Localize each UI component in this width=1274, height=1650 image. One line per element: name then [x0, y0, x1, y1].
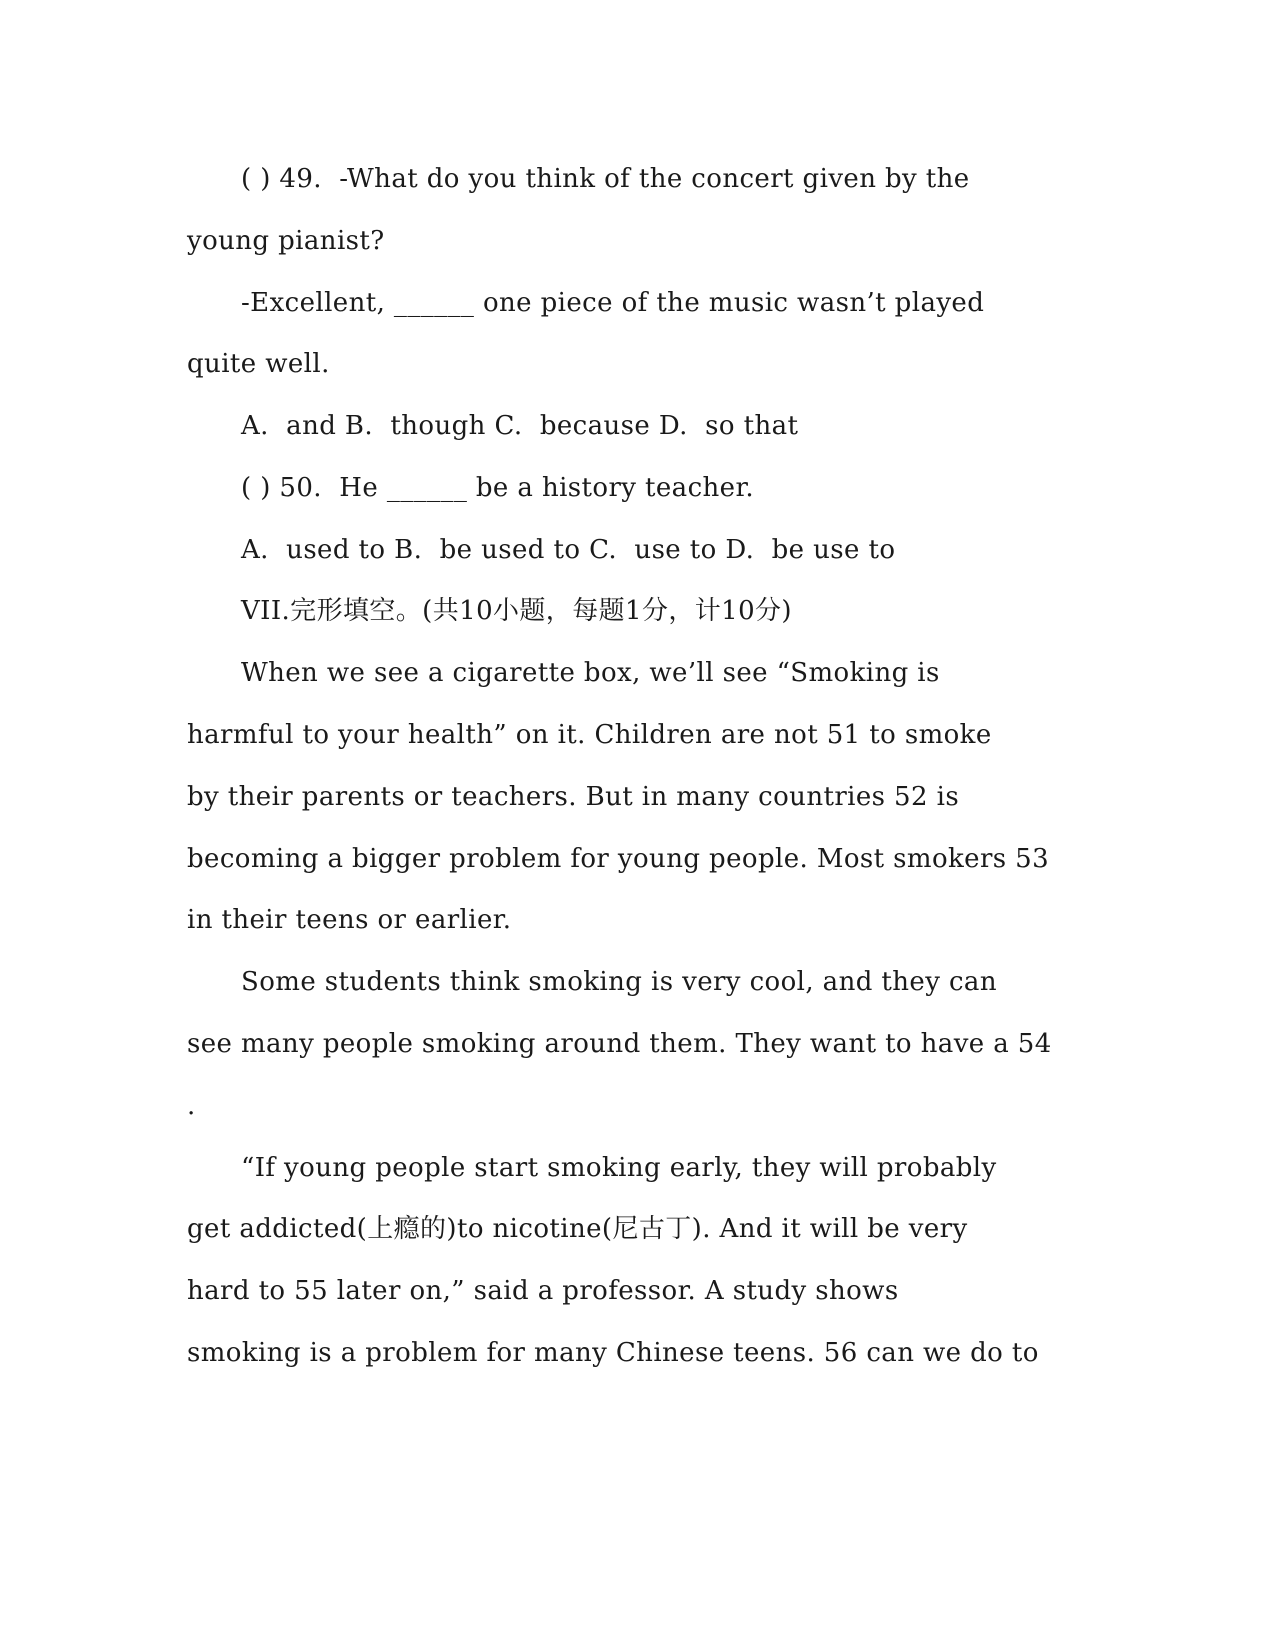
- passage-line: get addicted(上瘾的)to nicotine(尼古丁). And it will be very: [187, 1214, 968, 1244]
- question-49-line-1: ( ) 49. -What do you think of the concert given by the: [241, 164, 970, 194]
- question-50-options: A. used to B. be used to C. use to D. be use to: [241, 535, 896, 565]
- passage-line: When we see a cigarette box, we’ll see “Smoking is: [241, 658, 940, 688]
- question-49-line-3: -Excellent, ______ one piece of the music wasn’t played: [241, 288, 985, 318]
- passage-line: by their parents or teachers. But in many countries 52 is: [187, 782, 960, 812]
- passage-line: harmful to your health” on it. Children are not 51 to smoke: [187, 720, 992, 750]
- passage-line: in their teens or earlier.: [187, 905, 512, 935]
- passage-line: hard to 55 later on,” said a professor. A study shows: [187, 1276, 899, 1306]
- section-heading: VII.完形填空。(共10小题，每题1分，计10分): [241, 596, 792, 626]
- passage-line: see many people smoking around them. They want to have a 54: [187, 1029, 1052, 1059]
- question-50-line-1: ( ) 50. He ______ be a history teacher.: [241, 473, 755, 503]
- passage-line: .: [187, 1091, 196, 1121]
- question-49-options: A. and B. though C. because D. so that: [241, 411, 799, 441]
- passage-line: Some students think smoking is very cool, and they can: [241, 967, 997, 997]
- passage-line: becoming a bigger problem for young people. Most smokers 53: [187, 844, 1050, 874]
- passage-line: “If young people start smoking early, they will probably: [241, 1153, 997, 1183]
- question-49-line-2: young pianist?: [187, 226, 385, 256]
- question-49-line-4: quite well.: [187, 349, 330, 379]
- passage-line: smoking is a problem for many Chinese teens. 56 can we do to: [187, 1338, 1039, 1368]
